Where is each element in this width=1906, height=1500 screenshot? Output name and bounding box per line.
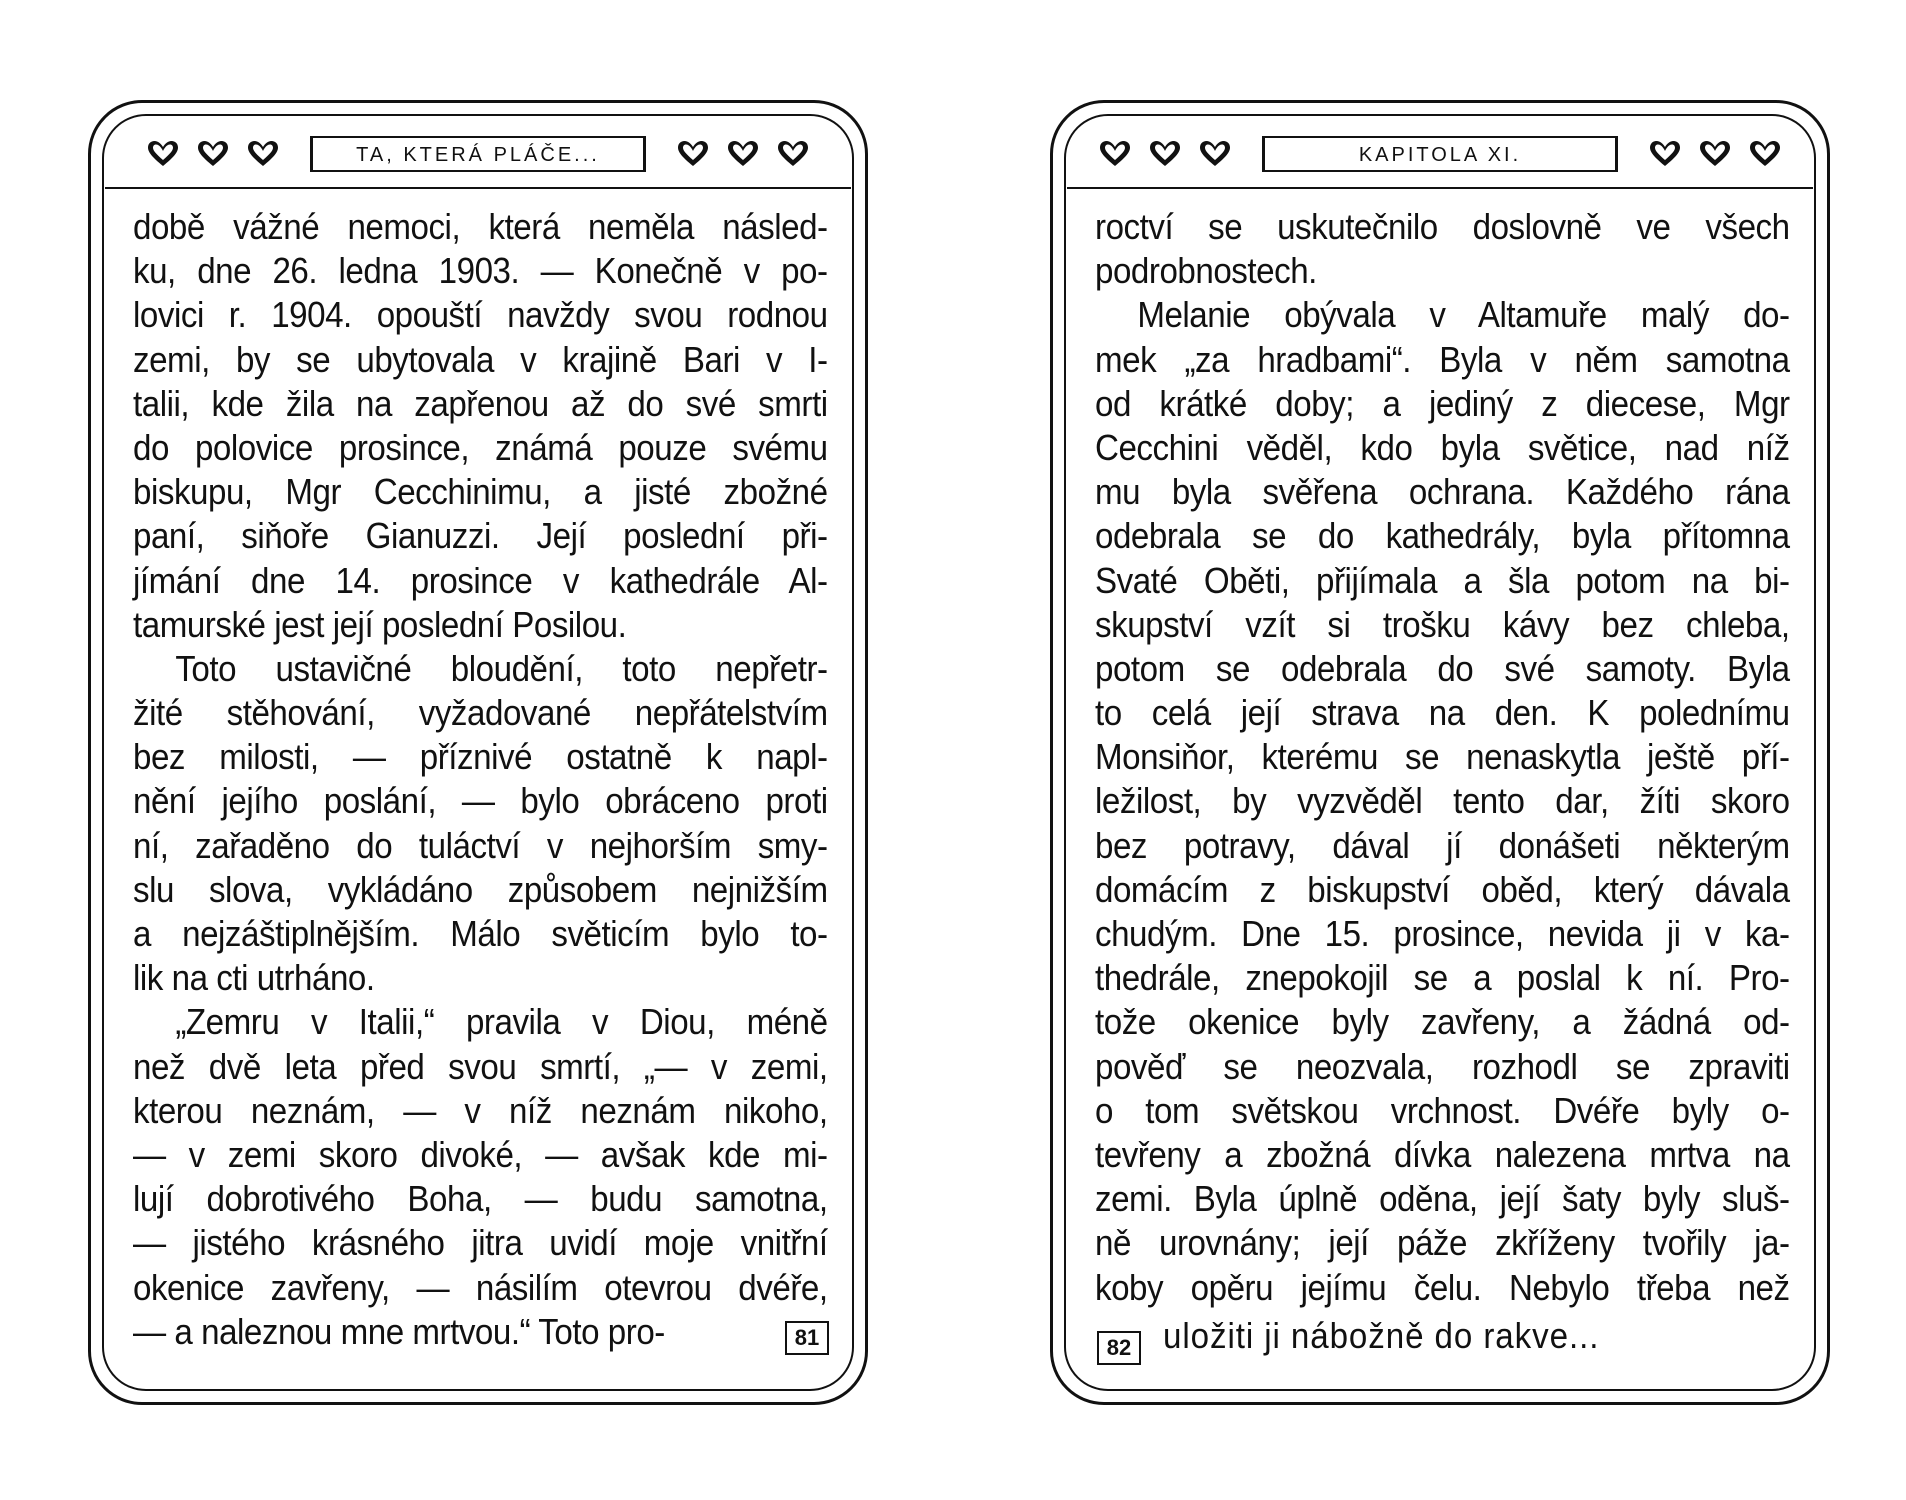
right-page-text [1095,205,1790,1310]
text-line: Toto ustavičné bloudění, toto nepřetr- [175,647,828,689]
header-rule [105,187,851,189]
heart-icon [726,139,760,169]
text-line: domácím z biskupství oběd, který dávala [1095,868,1790,910]
text-line: Monsiňor, kterému se nenaskytla ještě pří- [1095,736,1790,778]
text-line: o tom světskou vrchnost. Dvéře byly o- [1095,1089,1790,1131]
heart-icon [1148,139,1182,169]
text-line: paní, siňoře Gianuzzi. Její poslední při- [133,515,828,557]
text-line: bez milosti, — příznivé ostatně k napl- [133,736,828,778]
text-line: ní, zařaděno do tuláctví v nejhorším smy- [133,824,828,866]
heart-icon [1198,139,1232,169]
left-heart-group-1 [146,139,280,169]
text-line: talii, kde žila na zapřenou až do své smrti [133,382,828,424]
text-line: chudým. Dne 15. prosince, nevida ji v ka- [1095,913,1790,954]
text-line: jímání dne 14. prosince v kathedrále Al- [133,559,828,601]
text-line: lovici r. 1904. opouští navždy svou rodnou [133,294,828,336]
text-line: nění jejího poslání, — bylo obráceno proti [133,780,828,822]
heart-icon [146,139,180,169]
right-heart-group-1 [1098,139,1232,169]
right-page [1050,100,1830,1405]
left-page-header [91,131,865,177]
text-line: biskupu, Mgr Cecchinimu, a jisté zbožné [133,471,828,513]
text-line: od krátké doby; a jediný z diecese, Mgr [1095,382,1790,424]
left-page-text [133,205,828,1354]
text-line: thedrále, znepokojil se a poslal k ní. Pro- [1095,957,1790,999]
text-line: „Zemru v Italii,“ pravila v Diou, méně [175,1001,828,1043]
header-rule [1067,187,1813,189]
text-line: Svaté Oběti, přijímala a šla potom na bi- [1095,559,1790,601]
text-line: — jistého krásného jitra uvidí moje vnitřní [133,1222,828,1264]
heart-icon [1698,139,1732,169]
text-line: ležilost, by vyzvěděl tento dar, žíti skoro [1095,780,1790,822]
text-line: době vážné nemoci, která neměla násled- [133,206,828,247]
heart-icon [1748,139,1782,169]
text-line: zemi, by se ubytovala v krajině Bari v I- [133,338,828,380]
right-heart-group-2 [1648,139,1782,169]
text-line: podrobnostech. [1095,250,1317,292]
text-line: pověď se neozvala, rozhodl se zpraviti [1095,1045,1790,1087]
text-line: potom se odebrala do své samoty. Byla [1095,647,1790,689]
text-line: — v zemi skoro divoké, — avšak kde mi- [133,1133,828,1175]
text-line: koby opěru jejímu čelu. Nebylo třeba než [1095,1266,1790,1308]
text-line: ku, dne 26. ledna 1903. — Konečně v po- [133,250,828,292]
heart-icon [776,139,810,169]
text-line: bez potravy, dával jí donášeti některým [1095,824,1790,866]
text-line: mu byla svěřena ochrana. Každého rána [1095,471,1790,513]
text-line: odebrala se do kathedrály, byla přítomna [1095,515,1790,557]
text-line: mek „za hradbami“. Byla v něm samotna [1095,338,1790,380]
heart-icon [1648,139,1682,169]
heart-icon [246,139,280,169]
heart-icon [676,139,710,169]
text-line: Melanie obývala v Altamuře malý do- [1137,294,1790,336]
left-page [88,100,868,1405]
left-heart-group-2 [676,139,810,169]
heart-icon [196,139,230,169]
text-line: Cecchini věděl, kdo byla světice, nad níž [1095,426,1790,468]
text-line: žité stěhování, vyžadované nepřátelstvím [133,692,828,734]
text-line: lik na cti utrháno. [133,957,375,999]
text-line: tevřeny a zbožná dívka nalezena mrtva na [1095,1133,1790,1175]
text-line: skupství vzít si trošku kávy bez chleba, [1095,603,1790,645]
text-line: slu slova, vykládáno způsobem nejnižším [133,868,828,910]
text-line: do polovice prosince, známá pouze svému [133,426,828,468]
text-line: tože okenice byly zavřeny, a žádná od- [1095,1001,1790,1043]
text-line: kterou neznám, — v níž neznám nikoho, [133,1089,828,1131]
text-line: roctví se uskutečnilo doslovně ve všech [1095,206,1790,247]
text-line: okenice zavřeny, — násilím otevrou dvéře, [133,1266,828,1308]
page-number: 82 [1097,1331,1141,1365]
text-line: to celá její strava na den. K polednímu [1095,692,1790,734]
text-line: — a naleznou mne mrtvou.“ Toto pro- [133,1310,665,1352]
text-line: zemi. Byla úplně oděna, její šaty byly sluš- [1095,1178,1790,1220]
text-line: lují dobrotivého Boha, — budu samotna, [133,1178,828,1220]
text-line: tamurské jest její poslední Posilou. [133,603,627,645]
text-line: a nejzáštiplnějším. Málo světicím bylo to- [133,913,828,954]
right-page-header [1053,131,1827,177]
text-line: uložiti ji nábožně do rakve... [1163,1315,1600,1356]
text-line: ně urovnány; její páže zkříženy tvořily ja- [1095,1222,1790,1264]
text-line: než dvě leta před svou smrtí, „— v zemi, [133,1045,828,1087]
running-header-title: KAPITOLA XI. [1262,136,1618,172]
page-number: 81 [785,1321,829,1355]
running-header-title: TA, KTERÁ PLÁČE... [310,136,646,172]
heart-icon [1098,139,1132,169]
